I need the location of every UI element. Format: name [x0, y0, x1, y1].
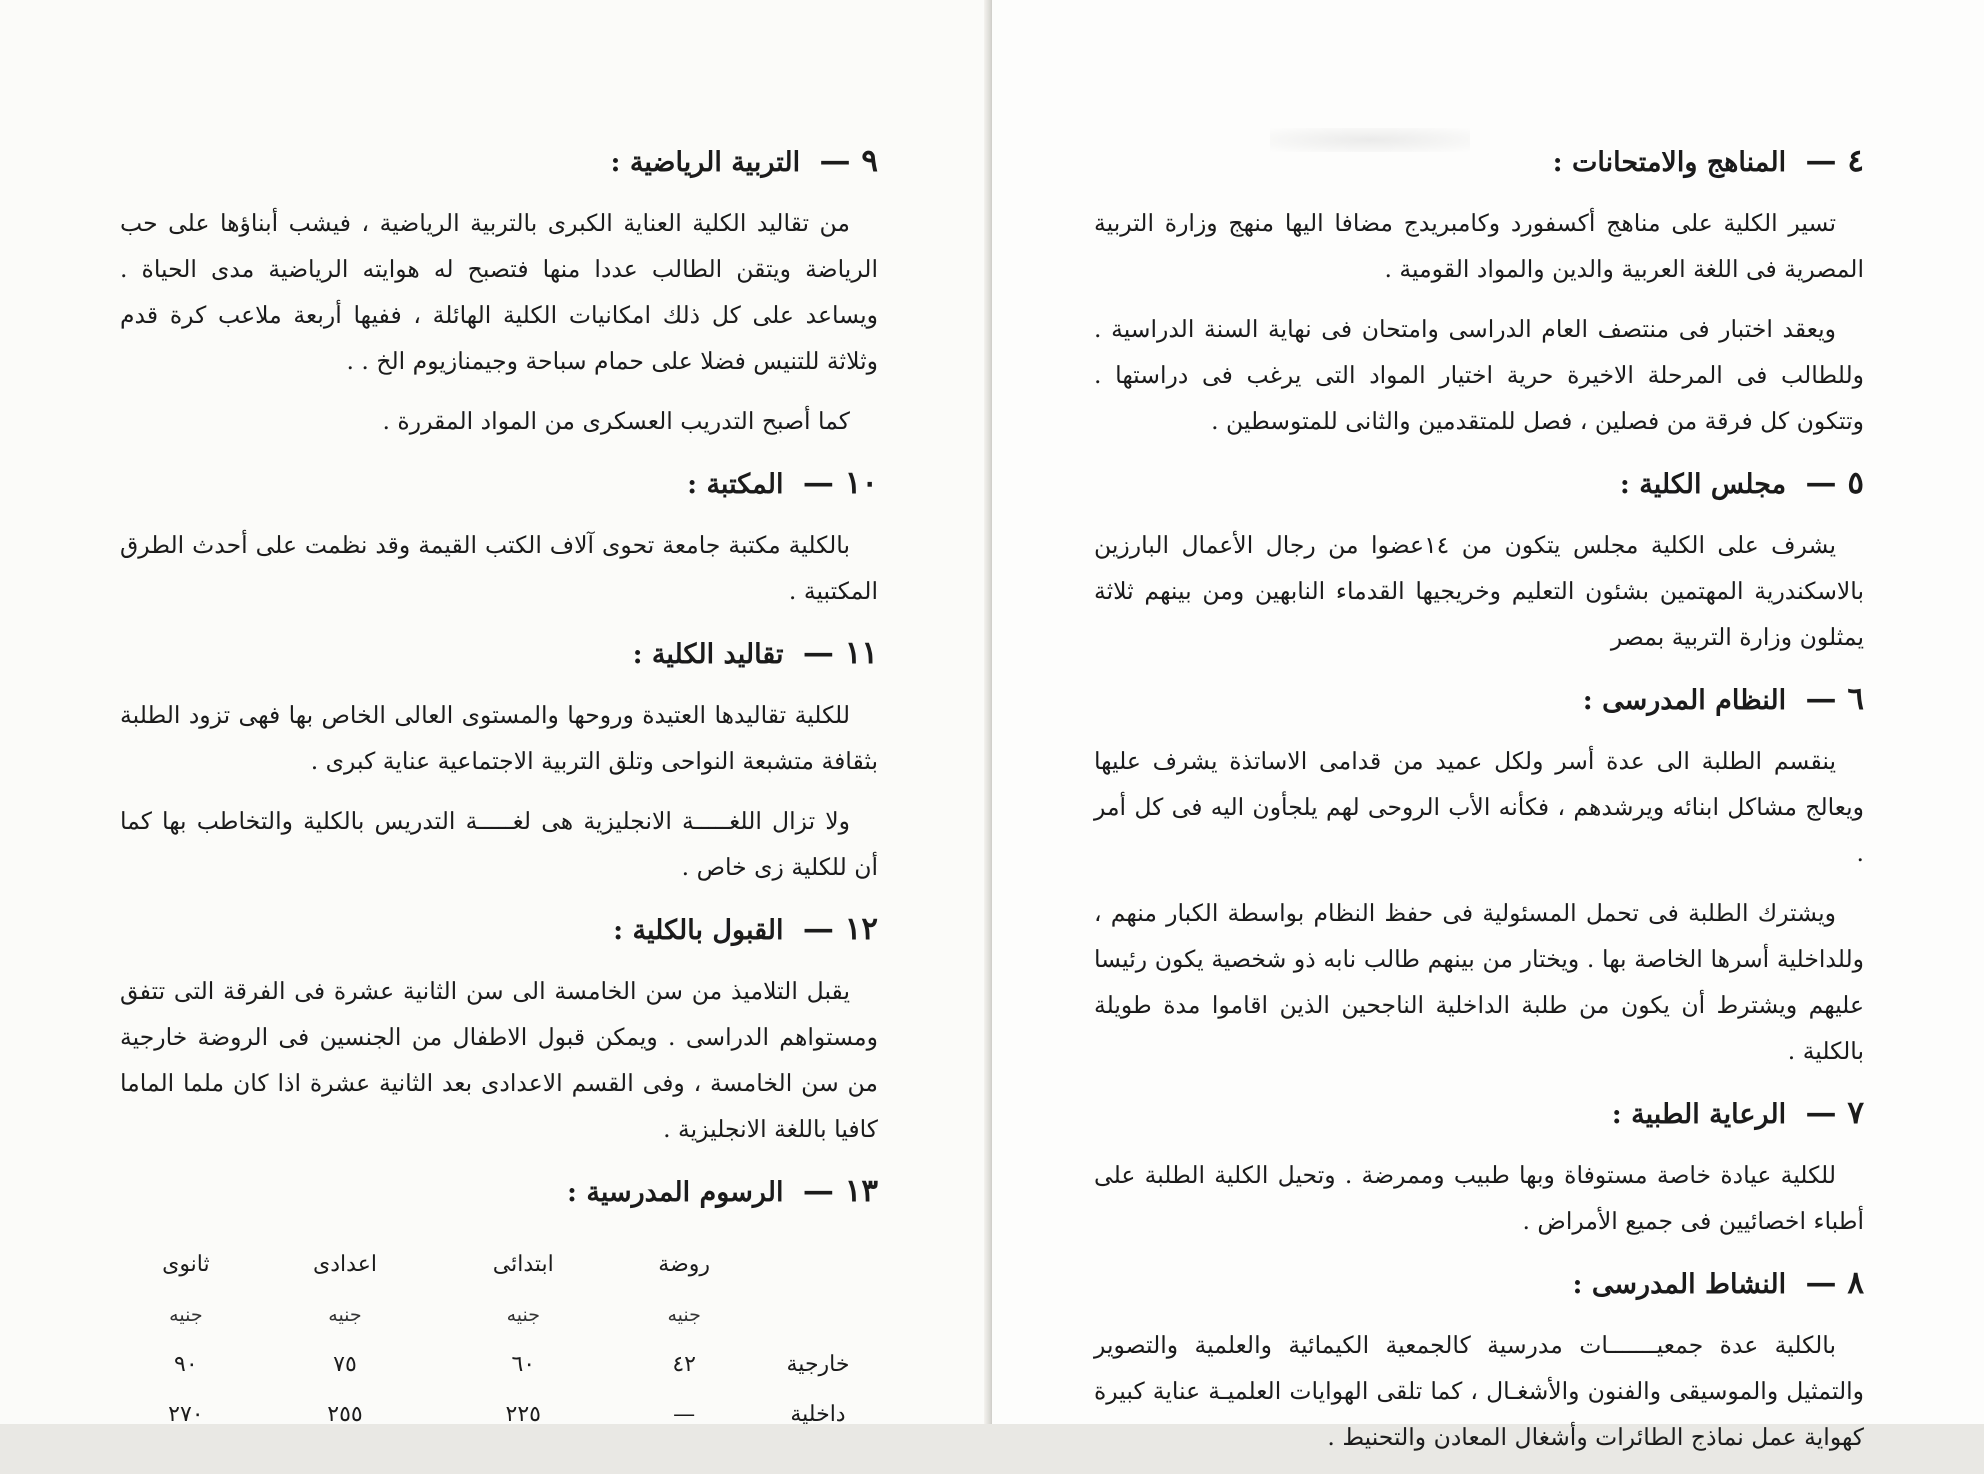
council-paragraph: يشرف على الكلية مجلس يتكون من ١٤عضوا من رجال الأعمال البارزين بالاسكندرية المهتمين بشئون التعليم وخريجيها القدماء النابهين ومن بينهم ثلاثة يمثلون وزارة التربية بمصر	[1094, 531, 1864, 651]
section-heading-sports	[120, 136, 878, 188]
section-number: ٩ —	[819, 143, 878, 179]
section-heading-medical	[1094, 1088, 1864, 1140]
fees-row-external	[118, 1340, 878, 1390]
section-number: ١٢ —	[802, 911, 878, 947]
section-heading-school-system	[1094, 674, 1864, 726]
fees-header-kindergarten: روضة	[658, 1252, 711, 1277]
scan-smudge	[1270, 128, 1470, 152]
section-title: النظام المدرسى :	[1582, 685, 1787, 716]
right-page	[992, 0, 1984, 1451]
library-paragraph: بالكلية مكتبة جامعة تحوى آلاف الكتب القيمة وقد نظمت على أحدث الطرق المكتبية .	[120, 531, 878, 605]
section-heading-library	[120, 458, 878, 510]
section-heading-admission	[120, 904, 878, 956]
fees-unit: جنيه	[667, 1304, 701, 1326]
fees-row-boarding	[118, 1390, 878, 1440]
fees-cell: ٩٠	[174, 1352, 198, 1377]
fees-unit: جنيه	[328, 1304, 362, 1326]
section-number: ٦ —	[1805, 681, 1864, 717]
fees-unit: جنيه	[169, 1304, 203, 1326]
fees-header-row	[118, 1240, 878, 1290]
fees-corner-cell	[758, 1290, 878, 1340]
section-number: ١١ —	[802, 635, 878, 671]
fees-row-label: خارجية	[786, 1352, 850, 1377]
system-paragraph-1: ينقسم الطلبة الى عدة أسر ولكل عميد من قدامى الاساتذة يشرف عليها ويعالج مشاكل ابنائه ويرشدهم ، فكأنه الأب الروحى لهم يلجأون اليه فى كل أمر .	[1094, 747, 1864, 867]
section-number: ١٠ —	[802, 465, 878, 501]
fees-header-secondary: ثانوى	[162, 1252, 210, 1277]
fees-unit: جنيه	[506, 1304, 540, 1326]
section-number: ٧ —	[1805, 1095, 1864, 1131]
section-title: الرعاية الطبية :	[1611, 1099, 1787, 1130]
fees-cell: ٢٥٥	[327, 1402, 363, 1427]
section-title: المناهج والامتحانات :	[1552, 147, 1787, 178]
section-title: المكتبة :	[687, 469, 784, 500]
fees-units-row	[118, 1290, 878, 1340]
section-number: ١٣ —	[802, 1173, 878, 1209]
section-heading-curricula	[1094, 136, 1864, 188]
section-heading-fees	[120, 1166, 878, 1218]
curricula-paragraph-2: ويعقد اختبار فى منتصف العام الدراسى وامتحان فى نهاية السنة الدراسية . وللطالب فى المرحلة الاخيرة حرية اختيار المواد التى يرغب فى دراستها . وتتكون كل فرقة من فصلين ، فصل للمتقدمين والثانى للمتوسطين .	[1094, 315, 1864, 435]
section-number: ٤ —	[1805, 143, 1864, 179]
section-title: تقاليد الكلية :	[632, 639, 784, 670]
system-paragraph-2: ويشترك الطلبة فى تحمل المسئولية فى حفظ النظام بواسطة الكبار منهم ، وللداخلية أسرها الخاصة بها . ويختار من بينهم طالب نابه ذو شخصية يكون رئيسا عليهم ويشترط أن يكون من طلبة الداخلية الناجحين الذين اقاموا مدة طويلة بالكلية .	[1094, 899, 1864, 1065]
left-page	[0, 0, 988, 1427]
fees-table	[118, 1240, 878, 1440]
right-column	[1094, 130, 1864, 1474]
sports-paragraph-2: كما أصبح التدريب العسكرى من المواد المقررة .	[382, 407, 850, 435]
activities-paragraph: بالكلية عدة جمعيـــــــات مدرسية كالجمعية الكيمائية والعلمية والتصوير والتمثيل والموسيقى والفنون والأشغـال ، كما تلقى الهوايات العلميـة عناية كبيرة كهواية عمل نماذج الطائرات وأشغال المعادن والتحنيط .	[1094, 1331, 1864, 1451]
fees-cell: ٢٧٠	[168, 1402, 204, 1427]
left-column	[120, 130, 878, 1440]
sports-paragraph-1: من تقاليد الكلية العناية الكبرى بالتربية الرياضية ، فيشب أبناؤها على حب الرياضة ويتقن الطالب عددا منها فتصبح له هوايته الرياضية مدى الحياة . ويساعد على كل ذلك امكانيات الكلية الهائلة ، ففيها أربعة ملاعب كرة قدم وثلاثة للتنيس فضلا على حمام سباحة وجيمنازيوم الخ . .	[120, 209, 878, 375]
fees-cell: ٦٠	[511, 1352, 536, 1377]
section-title: القبول بالكلية :	[613, 915, 784, 946]
admission-paragraph: يقبل التلاميذ من سن الخامسة الى سن الثانية عشرة فى الفرقة التى تتفق ومستواهم الدراسى . ويمكن قبول الاطفال من الجنسين فى الروضة خارجية من سن الخامسة ، وفى القسم الاعدادى بعد الثانية عشرة اذا كان ملما الماما كافيا باللغة الانجليزية .	[120, 977, 878, 1143]
section-number: ٥ —	[1805, 465, 1864, 501]
fees-header-primary: ابتدائى	[492, 1252, 554, 1277]
fees-row-label: داخلية	[790, 1402, 846, 1427]
section-title: التربية الرياضية :	[610, 147, 801, 178]
section-title: مجلس الكلية :	[1619, 469, 1787, 500]
section-heading-activities	[1094, 1258, 1864, 1310]
section-title: النشاط المدرسى :	[1572, 1269, 1787, 1300]
section-number: ٨ —	[1805, 1265, 1864, 1301]
medical-paragraph: للكلية عيادة خاصة مستوفاة وبها طبيب وممرضة . وتحيل الكلية الطلبة على أطباء اخصائيين فى جميع الأمراض .	[1094, 1161, 1864, 1235]
fees-cell: ٤٢	[672, 1352, 696, 1377]
traditions-paragraph-2: ولا تزال اللغـــــة الانجليزية هى لغـــــة التدريس بالكلية والتخاطب بها كما أن للكلية زى خاص .	[120, 807, 878, 881]
section-heading-traditions	[120, 628, 878, 680]
curricula-paragraph-1: تسير الكلية على مناهج أكسفورد وكامبريدج مضافا اليها منهج وزارة التربية المصرية فى اللغة العربية والدين والمواد القومية .	[1094, 209, 1864, 283]
traditions-paragraph-1: للكلية تقاليدها العتيدة وروحها والمستوى العالى الخاص بها فهى تزود الطلبة بثقافة متشبعة النواحى وتلق التربية الاجتماعية عناية كبرى .	[120, 701, 878, 775]
fees-corner-cell	[758, 1240, 878, 1290]
fees-cell: ٢٢٥	[505, 1402, 541, 1427]
section-heading-council	[1094, 458, 1864, 510]
fees-cell: —	[673, 1402, 696, 1427]
section-title: الرسوم المدرسية :	[567, 1177, 784, 1208]
fees-cell: ٧٥	[333, 1352, 357, 1377]
fees-header-preparatory: اعدادى	[313, 1252, 377, 1277]
